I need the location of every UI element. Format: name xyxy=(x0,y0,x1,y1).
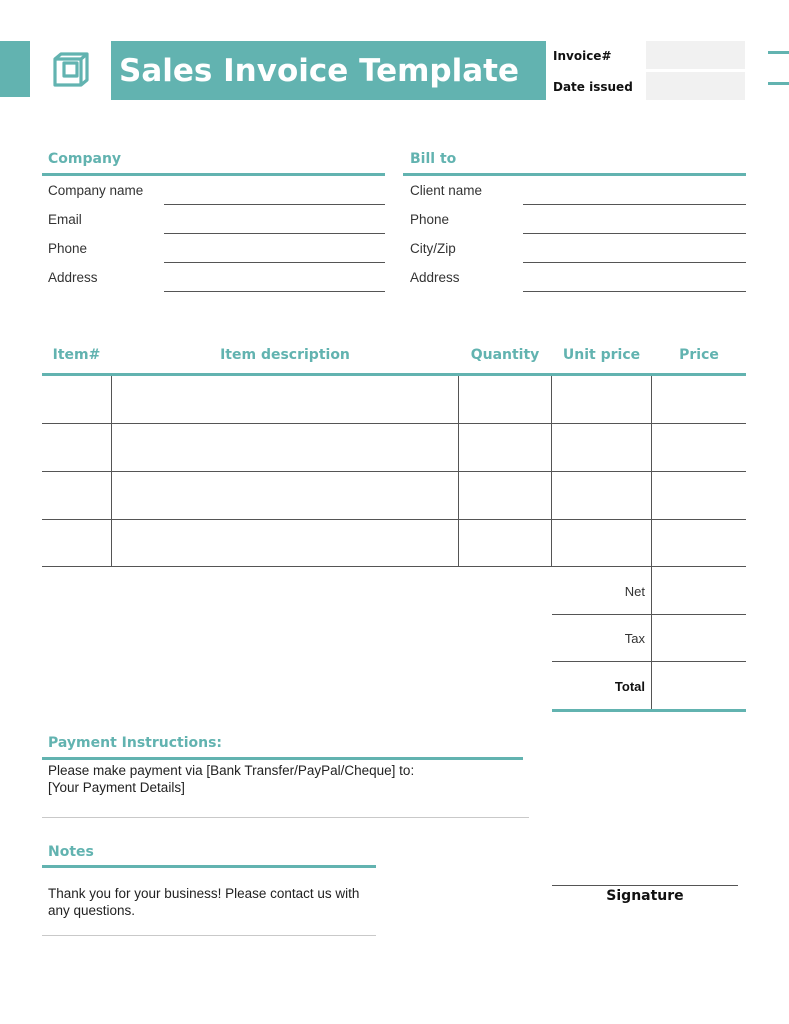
date-issued-field[interactable] xyxy=(646,72,745,100)
notes-line-1: Thank you for your business! Please contact us with xyxy=(48,886,360,901)
summary-column-divider xyxy=(651,567,652,709)
company-name-input[interactable] xyxy=(164,204,385,205)
table-bottom-border xyxy=(42,566,746,567)
payment-instructions-rule xyxy=(42,757,523,760)
client-city-zip-input[interactable] xyxy=(523,262,746,263)
client-phone-label: Phone xyxy=(410,212,450,227)
payment-instructions-line-1: Please make payment via [Bank Transfer/PayPal/Cheque] to: xyxy=(48,763,415,778)
company-phone-input[interactable] xyxy=(164,262,385,263)
signature-line[interactable] xyxy=(552,885,738,886)
notes-bottom-rule xyxy=(42,935,376,936)
total-label: Total xyxy=(614,679,645,694)
notes-title: Notes xyxy=(48,844,94,860)
left-accent-tab xyxy=(0,41,30,97)
total-value-field[interactable] xyxy=(652,662,746,709)
company-name-label: Company name xyxy=(48,183,144,198)
company-section-rule xyxy=(42,173,385,176)
tax-label: Tax xyxy=(624,631,645,646)
net-label: Net xyxy=(624,584,645,599)
company-address-input[interactable] xyxy=(164,291,385,292)
notes-line-2: any questions. xyxy=(48,903,136,918)
right-accent-line-bottom xyxy=(768,82,789,85)
table-row[interactable] xyxy=(42,472,746,519)
invoice-number-field[interactable] xyxy=(646,41,745,69)
signature-label: Signature xyxy=(606,888,684,904)
bill-to-section-rule xyxy=(403,173,746,176)
client-phone-input[interactable] xyxy=(523,233,746,234)
notes-rule xyxy=(42,865,376,868)
column-header-quantity: Quantity xyxy=(470,347,540,363)
table-row[interactable] xyxy=(42,376,746,423)
company-phone-label: Phone xyxy=(48,241,88,256)
payment-instructions-title: Payment Instructions: xyxy=(48,735,223,751)
cube-logo-icon xyxy=(52,50,90,88)
company-email-input[interactable] xyxy=(164,233,385,234)
page-title: Sales Invoice Template xyxy=(111,41,546,100)
net-value-field[interactable] xyxy=(652,567,746,614)
column-header-unit-price: Unit price xyxy=(562,347,641,363)
client-name-label: Client name xyxy=(410,183,483,198)
client-city-zip-label: City/Zip xyxy=(410,241,456,256)
bill-to-section-title: Bill to xyxy=(410,151,457,167)
table-row[interactable] xyxy=(42,424,746,471)
column-header-description: Item description xyxy=(220,347,350,363)
table-row[interactable] xyxy=(42,520,746,566)
company-address-label: Address xyxy=(48,270,98,285)
invoice-number-label: Invoice# xyxy=(553,49,612,63)
column-header-price: Price xyxy=(679,347,719,363)
client-address-input[interactable] xyxy=(523,291,746,292)
payment-section-bottom-rule xyxy=(42,817,529,818)
company-email-label: Email xyxy=(48,212,82,227)
date-issued-label: Date issued xyxy=(553,80,633,94)
client-address-label: Address xyxy=(410,270,460,285)
right-accent-line-top xyxy=(768,51,789,54)
summary-bottom-rule xyxy=(552,709,746,712)
column-header-item-number: Item# xyxy=(52,347,101,363)
payment-instructions-line-2: [Your Payment Details] xyxy=(48,780,185,795)
company-section-title: Company xyxy=(48,151,122,167)
client-name-input[interactable] xyxy=(523,204,746,205)
tax-value-field[interactable] xyxy=(652,615,746,661)
